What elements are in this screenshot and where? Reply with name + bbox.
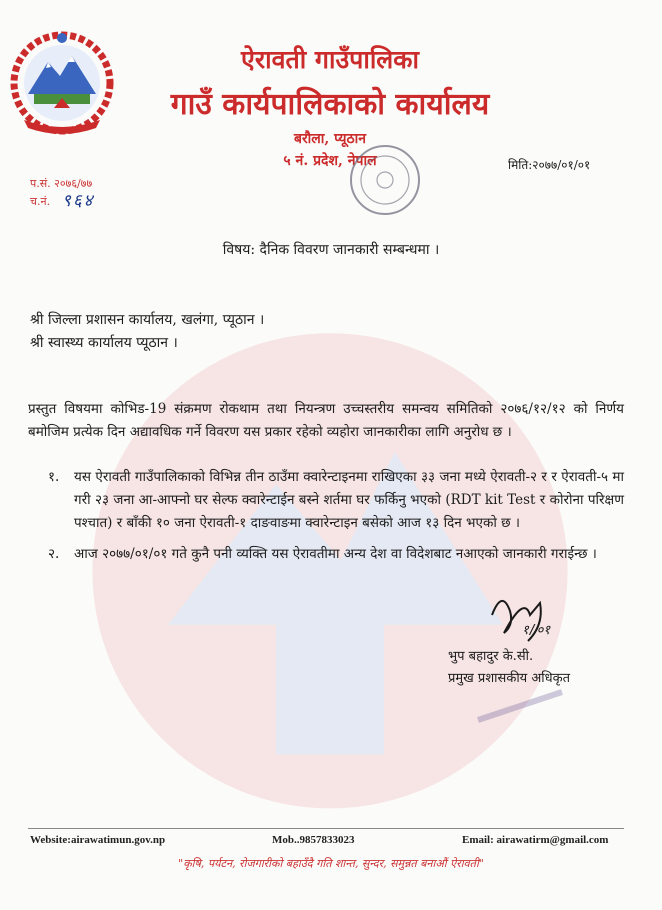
subject-line: विषय: दैनिक विवरण जानकारी सम्बन्धमा । — [222, 242, 440, 258]
address-line-1: बरौला, प्यूठान — [293, 131, 367, 147]
handwritten-date: १/०१ — [522, 623, 551, 638]
footer-mobile: Mob..9857833023 — [272, 834, 355, 846]
signatory-title: प्रमुख प्रशासकीय अधिकृत — [448, 671, 571, 686]
office-name: गाउँ कार्यपालिकाको कार्यालय — [170, 87, 490, 122]
item-text: आज २०७७/०१/०१ गते कुनै पनी व्यक्ति यस ऐरावतीमा अन्य देश वा विदेशबाट नआएको जानकारी गराईन्छ । — [74, 546, 597, 562]
org-name: ऐरावती गाउँपालिका — [241, 45, 419, 74]
list-item — [48, 543, 624, 566]
signatory-name: भुप बहादुर के.सी. — [448, 649, 534, 664]
item-number: २. — [48, 546, 60, 562]
footer-website: Website:airawatimun.gov.np — [30, 834, 166, 846]
reference-number: प.सं. २०७६/७७ — [30, 177, 93, 190]
recipient-1: श्री जिल्ला प्रशासन कार्यालय, खलंगा, प्यूठान । — [30, 312, 265, 328]
footer-slogan: "कृषि, पर्यटन, रोजगारीको बहाउँदै गति शान्त, सुन्दर, समुन्नत बनाऔं ऐरावती" — [178, 857, 484, 870]
nepal-emblem-icon — [10, 28, 114, 138]
recipient-2: श्री स्वास्थ्य कार्यालय प्यूठान । — [30, 335, 178, 351]
body-items — [48, 466, 624, 574]
body-intro: प्रस्तुत विषयमा कोभिड-19 संक्रमण रोकथाम तथा नियन्त्रण उच्चस्तरीय समन्वय समितिको २०७६/१२/१२ को निर्णय बमोजिम प्रत्येक दिन अद्यावधिक गर्ने विवरण यस प्रकार रहेको व्यहोरा जानकारीका लागि अनुरोध छ । — [28, 401, 624, 440]
dispatch-label: च.नं. — [30, 195, 51, 208]
letter-date: मिति:२०७७/०१/०१ — [508, 158, 591, 172]
list-item — [48, 466, 624, 535]
dispatch-number-handwritten: ९६४ — [62, 191, 95, 211]
designation-stamp-icon — [472, 680, 568, 730]
footer-email: Email: airawatirm@gmail.com — [462, 834, 609, 846]
office-stamp-icon — [345, 140, 425, 220]
footer-divider — [28, 828, 624, 829]
item-text: यस ऐरावती गाउँपालिकाको विभिन्न तीन ठाउँमा क्वारेन्टाइनमा राखिएका ३३ जना मध्ये ऐरावती-२ र र ऐरावती-५ मा गरी २३ जना आ-आफ्नो घर सेल्फ क्वारेन्टाईन बस्ने शर्तमा घर फर्किनु भएको (RDT kit Test र कोरोना परिक्षण पश्चात) र बाँकी १० जना ऐरावती-१ दाङवाङमा क्वारेन्टाइन बसेको आज १३ दिन भएको छ । — [74, 469, 624, 531]
item-number: १. — [48, 469, 60, 485]
address-line-2: ५ नं. प्रदेश, नेपाल — [283, 153, 377, 169]
